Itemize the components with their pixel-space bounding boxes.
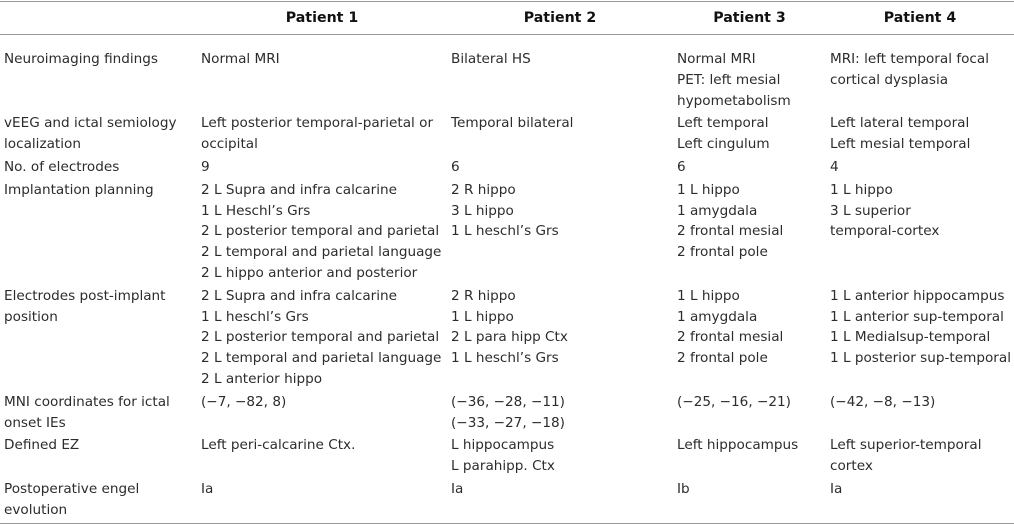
cell-text-line: 2 L temporal and parietal language (201, 350, 442, 367)
table-row (0, 180, 1014, 286)
cell-text-line: Left superior-temporal (830, 437, 982, 454)
table-cell-patient-4 (826, 180, 1014, 286)
cell-text-line: 2 frontal pole (677, 244, 768, 261)
row-label (0, 35, 197, 114)
cell-text-line: 2 L hippo anterior and posterior (201, 264, 418, 281)
table-cell-patient-4 (826, 113, 1014, 157)
row-label (0, 157, 197, 180)
table-cell-patient-4 (826, 392, 1014, 436)
cell-text-line: 1 L anterior hippocampus (830, 287, 1005, 304)
cell-text-line: 2 R hippo (451, 287, 516, 304)
cell-text-line: Postoperative engel (4, 480, 140, 497)
row-label (0, 286, 197, 392)
cell-text-line: 4 (830, 158, 839, 175)
cell-text-line: 9 (201, 158, 210, 175)
cell-text-line: PET: left mesial (677, 71, 781, 88)
cell-text-line: 2 frontal mesial (677, 329, 784, 346)
cell-text-line: Left posterior temporal-parietal or (201, 115, 434, 132)
cell-text-line: cortex (830, 458, 873, 475)
header-patient-4: Patient 4 (883, 10, 957, 26)
cell-text-line: position (4, 308, 58, 325)
cell-text-line: Ia (201, 480, 214, 497)
table-cell-patient-1 (197, 113, 447, 157)
row-label (0, 479, 197, 523)
cell-text-line: Left lateral temporal (830, 115, 970, 132)
cell-text-line: Normal MRI (677, 51, 756, 67)
cell-text-line: localization (4, 136, 81, 153)
cell-text-line: 2 frontal pole (677, 350, 768, 367)
table-row (0, 435, 1014, 479)
header-patient-2: Patient 2 (523, 10, 597, 26)
table-cell-patient-4 (826, 435, 1014, 479)
cell-text-line: hypometabolism (677, 92, 791, 109)
cell-text-line: Neuroimaging findings (4, 51, 158, 67)
table-cell-patient-3 (673, 157, 826, 180)
cell-text-line: Ia (451, 480, 464, 497)
cell-text-line: 6 (677, 158, 686, 175)
cell-text-line: MRI: left temporal focal (830, 51, 990, 67)
cell-text-line: 1 L Medialsup-temporal (830, 329, 991, 346)
table-cell-patient-1 (197, 286, 447, 392)
row-label (0, 392, 197, 436)
table-header (0, 2, 1014, 35)
header-patient-3: Patient 3 (713, 10, 786, 26)
table-body (0, 35, 1014, 524)
cell-text-line: 1 L Heschl’s Grs (201, 202, 311, 219)
header-row (0, 2, 1014, 35)
row-label (0, 435, 197, 479)
row-label (0, 113, 197, 157)
table-row (0, 286, 1014, 392)
table-cell-patient-4 (826, 479, 1014, 523)
cell-text-line: 3 L superior (830, 202, 911, 219)
cell-text-line: L hippocampus (451, 437, 555, 454)
clinical-table (0, 1, 1014, 524)
cell-text-line: No. of electrodes (4, 158, 120, 175)
table-cell-patient-3 (673, 435, 826, 479)
cell-text-line: 3 L hippo (451, 202, 514, 219)
cell-text-line: 1 L heschl’s Grs (451, 350, 559, 367)
cell-text-line: (−7, −82, 8) (201, 393, 287, 410)
header-patient-1: Patient 1 (285, 10, 359, 26)
row-label (0, 180, 197, 286)
table-cell-patient-2 (447, 286, 673, 392)
cell-text-line: Normal MRI (201, 51, 280, 67)
cell-text-line: 6 (451, 158, 460, 175)
table-cell-patient-2 (447, 180, 673, 286)
cell-text-line: 2 frontal mesial (677, 223, 784, 240)
table-cell-patient-1 (197, 479, 447, 523)
table-cell-patient-1 (197, 435, 447, 479)
table-cell-patient-2 (447, 113, 673, 157)
cell-text-line: (−25, −16, −21) (677, 393, 791, 410)
cell-text-line: L parahipp. Ctx (451, 458, 555, 475)
table-row (0, 392, 1014, 436)
cell-text-line: temporal-cortex (830, 223, 940, 240)
cell-text-line: Left temporal (677, 115, 769, 132)
table-cell-patient-1 (197, 35, 447, 114)
cell-text-line: 2 L temporal and parietal language (201, 244, 442, 261)
cell-text-line: 2 R hippo (451, 181, 516, 198)
table-cell-patient-2 (447, 392, 673, 436)
cell-text-line: occipital (201, 136, 258, 153)
cell-text-line: (−42, −8, −13) (830, 393, 936, 410)
table-cell-patient-4 (826, 157, 1014, 180)
cell-text-line: 1 amygdala (677, 308, 758, 325)
table-cell-patient-3 (673, 113, 826, 157)
cell-text-line: 2 L anterior hippo (201, 370, 323, 387)
table-cell-patient-4 (826, 286, 1014, 392)
cell-text-line: 2 L para hipp Ctx (451, 329, 568, 346)
cell-text-line: 1 amygdala (677, 202, 758, 219)
table-cell-patient-3 (673, 479, 826, 523)
cell-text-line: cortical dysplasia (830, 71, 949, 88)
table-cell-patient-1 (197, 180, 447, 286)
table-cell-patient-3 (673, 392, 826, 436)
cell-text-line: 1 L heschl’s Grs (201, 308, 309, 325)
table-cell-patient-4 (826, 35, 1014, 114)
cell-text-line: 1 L heschl’s Grs (451, 223, 559, 240)
cell-text-line: evolution (4, 501, 68, 518)
table-cell-patient-1 (197, 392, 447, 436)
cell-text-line: 1 L hippo (677, 287, 740, 304)
table-cell-patient-1 (197, 157, 447, 180)
header-corner (0, 2, 197, 35)
table-cell-patient-2 (447, 435, 673, 479)
cell-text-line: Left cingulum (677, 136, 770, 153)
cell-text-line: Bilateral HS (451, 51, 531, 67)
cell-text-line: onset IEs (4, 414, 66, 431)
cell-text-line: Left mesial temporal (830, 136, 971, 153)
cell-text-line: 1 L hippo (451, 308, 514, 325)
cell-text-line: 1 L hippo (830, 181, 893, 198)
table-cell-patient-3 (673, 286, 826, 392)
cell-text-line: 2 L posterior temporal and parietal (201, 223, 440, 240)
table-row (0, 113, 1014, 157)
cell-text-line: (−33, −27, −18) (451, 414, 565, 431)
cell-text-line: vEEG and ictal semiology (4, 115, 177, 132)
table-row (0, 479, 1014, 523)
cell-text-line: Implantation planning (4, 181, 154, 198)
table-row (0, 35, 1014, 114)
cell-text-line: Ib (677, 480, 690, 497)
cell-text-line: Left hippocampus (677, 437, 799, 454)
table-cell-patient-3 (673, 180, 826, 286)
cell-text-line: Electrodes post-implant (4, 287, 166, 304)
cell-text-line: 1 L posterior sup-temporal (830, 350, 1011, 367)
table-row (0, 157, 1014, 180)
cell-text-line: Ia (830, 480, 843, 497)
cell-text-line: Left peri-calcarine Ctx. (201, 437, 356, 454)
cell-text-line: (−36, −28, −11) (451, 393, 565, 410)
table-cell-patient-2 (447, 157, 673, 180)
cell-text-line: Defined EZ (4, 437, 80, 454)
cell-text-line: 2 L Supra and infra calcarine (201, 181, 398, 198)
cell-text-line: 1 L anterior sup-temporal (830, 308, 1004, 325)
cell-text-line: 2 L Supra and infra calcarine (201, 287, 398, 304)
cell-text-line: 1 L hippo (677, 181, 740, 198)
cell-text-line: MNI coordinates for ictal (4, 393, 170, 410)
table-cell-patient-2 (447, 479, 673, 523)
table-cell-patient-2 (447, 35, 673, 114)
table-cell-patient-3 (673, 35, 826, 114)
cell-text-line: Temporal bilateral (451, 115, 574, 132)
cell-text-line: 2 L posterior temporal and parietal (201, 329, 440, 346)
